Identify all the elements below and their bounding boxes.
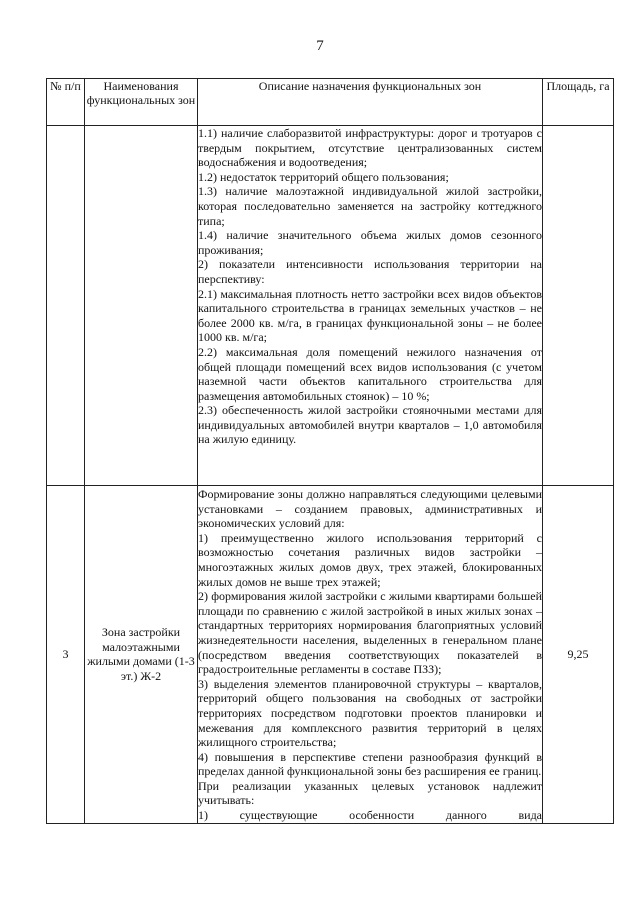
description-paragraph: 1.3) наличие малоэтажной индивидуальной жилой застройки, которая последовательно заменяется на застройку коттеджного типа; [198,184,542,228]
functional-zones-table [46,78,614,824]
cell-num: 3 [47,486,85,824]
description-paragraph: 2.1) максимальная плотность нетто застройки всех видов объектов капитального строительства в границах земельных участков – не более 2000 кв. м/га, в границах функциональной зоны – не более 1000 кв. м/га; [198,286,542,345]
header-num: № п/п [47,79,85,126]
description-paragraph: При реализации указанных целевых установок надлежит учитывать: [198,778,542,808]
description-paragraph: 2) показатели интенсивности использования территории на перспективу: [198,257,542,286]
cell-area [543,126,614,486]
header-area: Площадь, га [543,79,614,126]
description-paragraph: 3) выделения элементов планировочной структуры – кварталов, территорий общего пользования на свободных от застройки территориях посредством подготовки проектов планировки и межевания для комплексного развития территорий в целях жилищного строительства; [198,676,542,750]
table-row-continued [47,126,614,486]
description-paragraph: 2) формирования жилой застройки с жилыми квартирами большей площади по сравнению с жилой застройкой в иных жилых зонах – стандартных территориях нормирования благоприятных условий жизнедеятельности населения, выделенных в генеральном плане (посредством введения соответствующих показателей в градостроительные регламенты в составе ПЗЗ); [198,589,542,677]
header-description: Описание назначения функциональных зон [198,79,543,126]
header-zone-name: Наименования функциональных зон [85,79,198,126]
cell-num [47,126,85,486]
description-paragraph: 2.3) обеспеченность жилой застройки стояночными местами для индивидуальных автомобилей внутри кварталов – 1,0 автомобиля на жилую единицу. [198,403,542,447]
description-paragraph: 1) преимущественно жилого использования территорий с возможностью сочетания различных видов застройки – многоэтажных жилых домов двух, трех этажей, блокированных жилых домов не выше трех этажей; [198,530,542,589]
cell-description [198,126,543,486]
description-paragraph: 2.2) максимальная доля помещений нежилого назначения от общей площади помещений всех видов использования (с учетом наземной части объектов капитального строительства для размещения автомобильных стоянок) – 10 %; [198,344,542,403]
description-paragraph: 1.2) недостаток территорий общего пользования; [198,169,449,184]
cell-description [198,486,543,824]
table-header-row [47,79,614,126]
page-number: 7 [316,38,324,54]
cell-zone-name [85,126,198,486]
cell-zone-name: Зона застройки малоэтажными жилыми домами (1-3 эт.) Ж-2 [85,486,198,824]
cell-area: 9,25 [543,486,614,824]
description-paragraph: Формирование зоны должно направляться следующими целевыми установками – созданием правовых, административных и экономических условий для: [198,487,542,531]
description-paragraph: 1) существующие особенности данного вида [198,808,542,823]
description-paragraph: 1.1) наличие слаборазвитой инфраструктуры: дорог и тротуаров с твердым покрытием, отсутствие централизованных систем водоснабжения и водоотведения; [198,126,542,170]
description-paragraph: 1.4) наличие значительного объема жилых домов сезонного проживания; [198,228,542,257]
table-row-zone-3 [47,486,614,824]
description-paragraph: 4) повышения в перспективе степени разнообразия функций в пределах данной функциональной зоны без расширения ее границ. [198,749,542,779]
